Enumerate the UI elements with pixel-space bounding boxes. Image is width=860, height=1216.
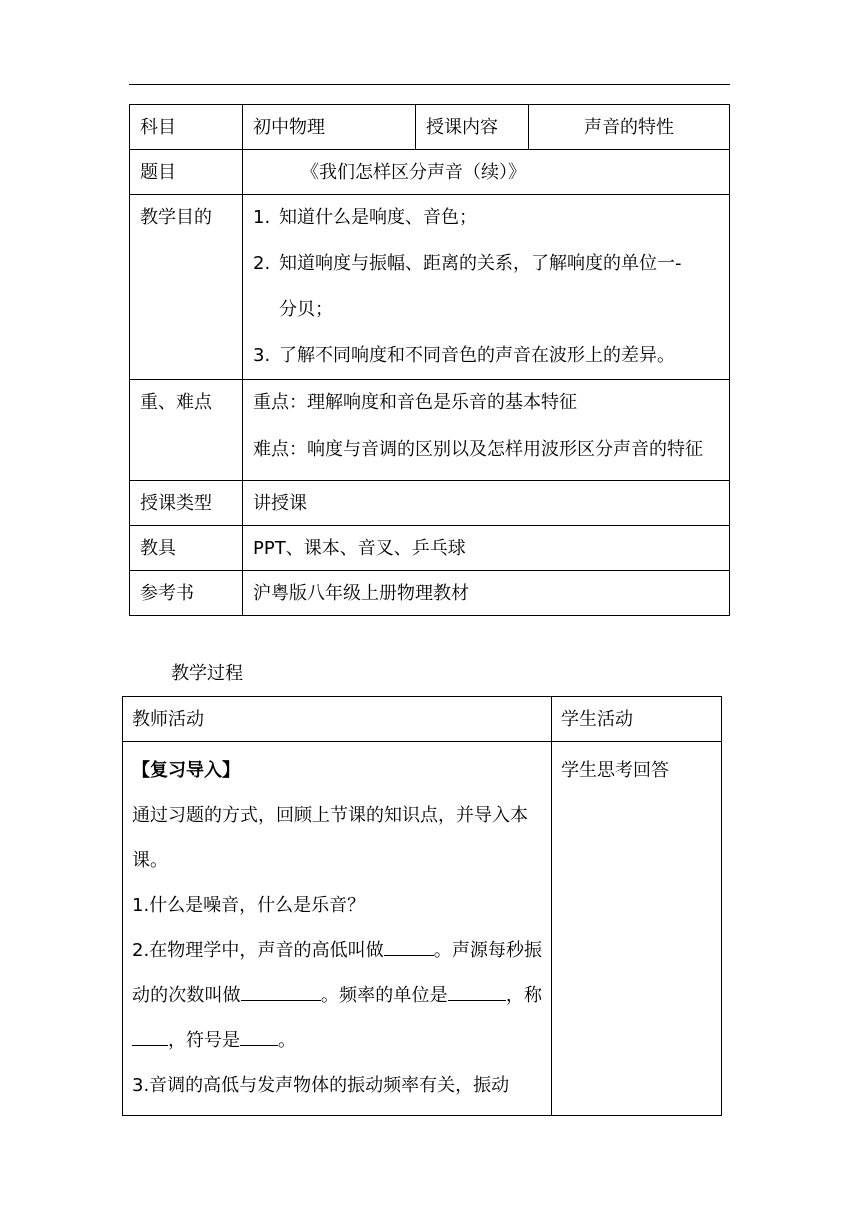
section-heading: 【复习导入】 bbox=[132, 760, 240, 781]
key-points-row bbox=[130, 380, 730, 481]
teaching-process-table bbox=[122, 696, 722, 1116]
lesson-type-label: 授课类型 bbox=[130, 481, 243, 526]
key-points-cell bbox=[243, 380, 730, 481]
key-point: 重点：理解响度和音色是乐音的基本特征 bbox=[253, 392, 577, 413]
content-label: 授课内容 bbox=[416, 105, 529, 150]
intro-text: 通过习题的方式，回顾上节课的知识点，并导入本课。 bbox=[132, 805, 528, 871]
topic-label: 题目 bbox=[130, 150, 243, 195]
answer-blank bbox=[240, 1025, 278, 1046]
teacher-activity-header: 教师活动 bbox=[123, 697, 552, 742]
teaching-tools-row bbox=[130, 526, 730, 571]
student-activity-header: 学生活动 bbox=[552, 697, 722, 742]
objective-text: 了解不同响度和不同音色的声音在波形上的差异。 bbox=[279, 345, 675, 366]
question-2: 2.在物理学中，声音的高低叫做 。声源每秒振动的次数叫做 。频率的单位是 ，称，符号是 。 bbox=[132, 928, 542, 1063]
answer-blank bbox=[448, 980, 506, 1001]
key-points-label: 重、难点 bbox=[130, 380, 243, 481]
objective-number: 1. bbox=[253, 207, 271, 228]
subject-value: 初中物理 bbox=[243, 105, 416, 150]
lesson-type-value: 讲授课 bbox=[243, 481, 730, 526]
objective-item bbox=[253, 241, 719, 287]
reference-book-label: 参考书 bbox=[130, 571, 243, 616]
student-activity-text: 学生思考回答 bbox=[561, 760, 669, 781]
objectives-list bbox=[243, 195, 730, 380]
topic-row bbox=[130, 150, 730, 195]
answer-blank bbox=[132, 1025, 168, 1046]
content-value: 声音的特性 bbox=[529, 105, 730, 150]
objective-number: 2. bbox=[253, 253, 271, 274]
lesson-type-row bbox=[130, 481, 730, 526]
student-activity-cell bbox=[552, 742, 722, 1116]
objective-text: 知道响度与振幅、距离的关系，了解响度的单位一- bbox=[279, 253, 682, 274]
subject-row bbox=[130, 105, 730, 150]
objective-item bbox=[253, 195, 719, 241]
difficult-point: 难点：响度与音调的区别以及怎样用波形区分声音的特征 bbox=[253, 439, 703, 460]
header-rule bbox=[129, 84, 730, 85]
answer-blank bbox=[384, 935, 434, 956]
reference-book-value: 沪粤版八年级上册物理教材 bbox=[243, 571, 730, 616]
teacher-activity-cell bbox=[123, 742, 552, 1116]
reference-book-row bbox=[130, 571, 730, 616]
lesson-info-table bbox=[129, 104, 730, 616]
process-title: 教学过程 bbox=[171, 663, 243, 684]
objective-item bbox=[253, 333, 719, 379]
objectives-label: 教学目的 bbox=[130, 195, 243, 380]
objective-number: 3. bbox=[253, 345, 271, 366]
subject-label: 科目 bbox=[130, 105, 243, 150]
question-3: 3.音调的高低与发声物体的振动频率有关，振动 bbox=[132, 1075, 510, 1096]
objective-text: 知道什么是响度、音色； bbox=[279, 207, 477, 228]
teaching-tools-value: PPT、课本、音叉、乒乓球 bbox=[243, 526, 730, 571]
process-header-row bbox=[123, 697, 722, 742]
objectives-row bbox=[130, 195, 730, 380]
answer-blank bbox=[241, 980, 321, 1001]
process-body-row bbox=[123, 742, 722, 1116]
topic-value: 《我们怎样区分声音（续）》 bbox=[243, 150, 730, 195]
question-1: 1.什么是噪音，什么是乐音？ bbox=[132, 895, 366, 916]
objective-continuation: 分贝； bbox=[279, 299, 333, 320]
teaching-tools-label: 教具 bbox=[130, 526, 243, 571]
